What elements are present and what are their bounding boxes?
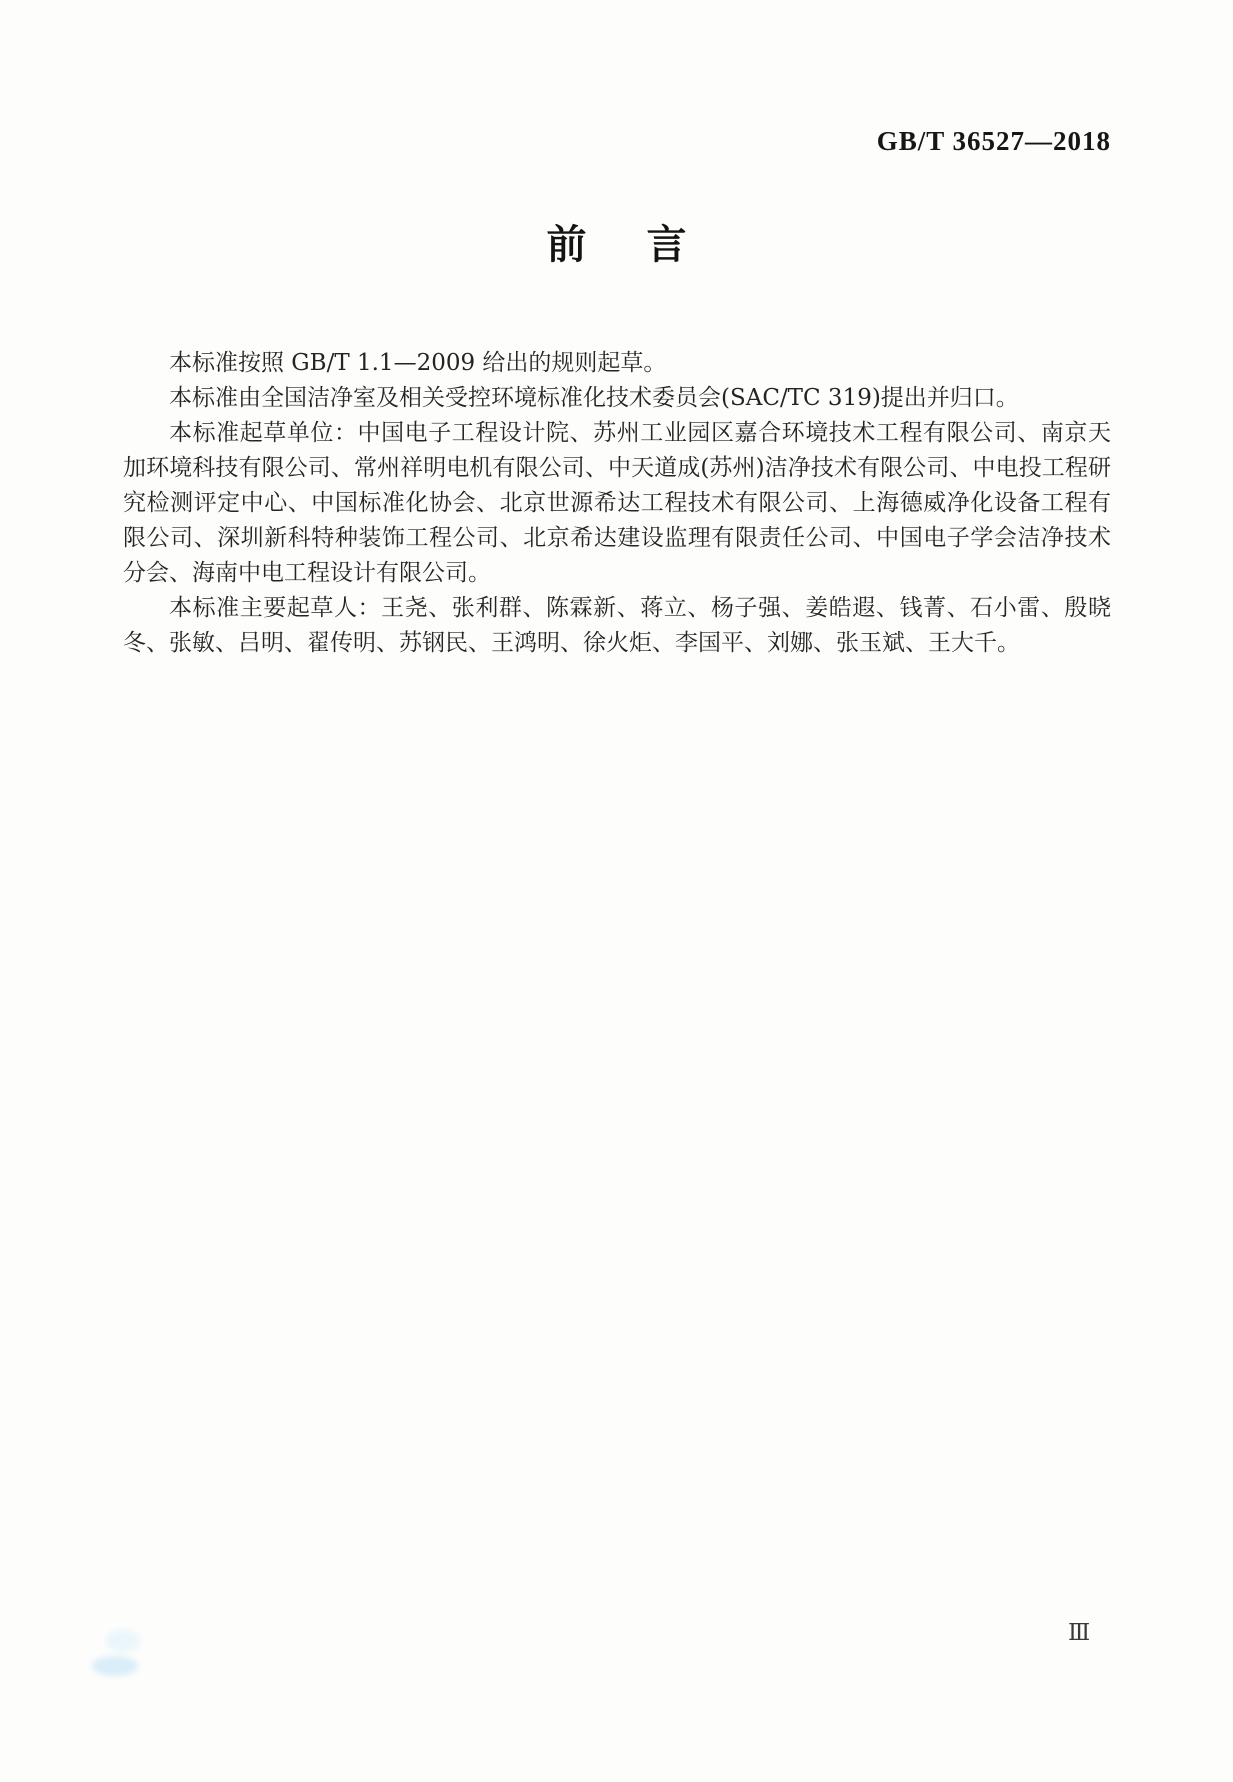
page-number: Ⅲ (1068, 1620, 1091, 1645)
smudge-blob (106, 1630, 140, 1652)
paragraph-drafting-organizations: 本标准起草单位：中国电子工程设计院、苏州工业园区嘉合环境技术工程有限公司、南京天加环境科技有限公司、常州祥明电机有限公司、中天道成(苏州)洁净技术有限公司、中电投工程研究检测评定中心、中国标准化协会、北京世源希达工程技术有限公司、上海德威净化设备工程有限公司、深圳新科特种装饰工程公司、北京希达建设监理有限责任公司、中国电子学会洁净技术分会、海南中电工程设计有限公司。 (123, 420, 1111, 586)
standard-code-header: GB/T 36527—2018 (876, 126, 1111, 156)
scan-artifact-smudge (88, 1630, 158, 1690)
smudge-blob (92, 1656, 138, 1676)
foreword-body (123, 346, 1111, 661)
paragraph-proposing-committee: 本标准由全国洁净室及相关受控环境标准化技术委员会(SAC/TC 319)提出并归口。 (169, 385, 1019, 411)
paragraph-main-drafters: 本标准主要起草人：王尧、张利群、陈霖新、蒋立、杨子强、姜皓遐、钱菁、石小雷、殷晓冬、张敏、吕明、翟传明、苏钢民、王鸿明、徐火炬、李国平、刘娜、张玉斌、王大千。 (123, 595, 1111, 656)
page-title: 前言 (546, 223, 747, 267)
paragraph-rule-basis: 本标准按照 GB/T 1.1—2009 给出的规则起草。 (169, 350, 667, 376)
